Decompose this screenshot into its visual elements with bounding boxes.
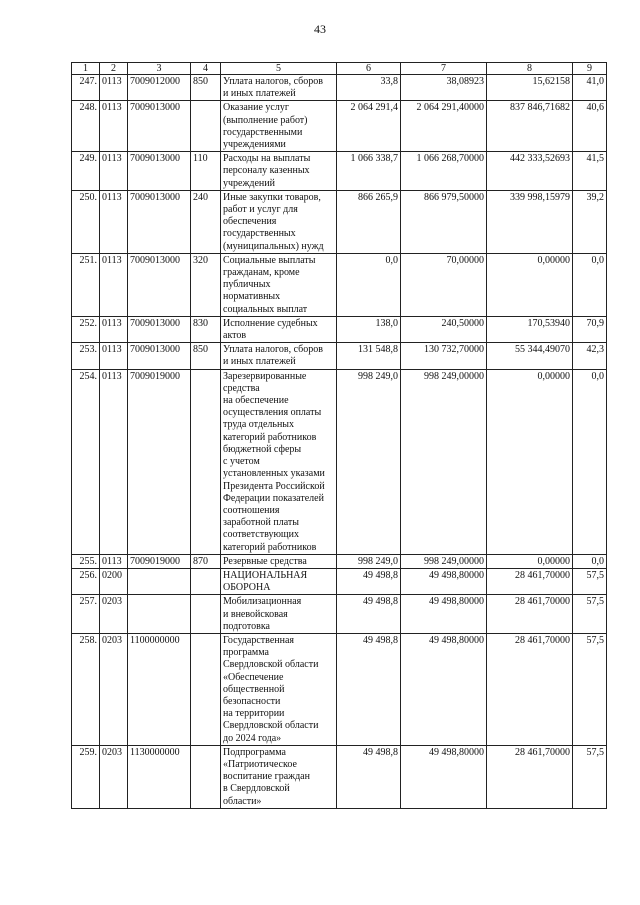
execution-percent-cell: 40,6 bbox=[573, 101, 607, 152]
row-number-cell: 249. bbox=[72, 152, 100, 191]
target-article-cell bbox=[128, 568, 191, 594]
executed-amount-cell: 15,62158 bbox=[487, 75, 573, 101]
execution-percent-cell: 0,0 bbox=[573, 253, 607, 316]
table-row bbox=[72, 316, 607, 342]
executed-amount-cell: 837 846,71682 bbox=[487, 101, 573, 152]
row-number-cell: 250. bbox=[72, 190, 100, 253]
table-row bbox=[72, 745, 607, 808]
expense-type-cell bbox=[191, 633, 221, 745]
expense-type-cell: 240 bbox=[191, 190, 221, 253]
name-cell: Расходы на выплаты персоналу казенных учреждений bbox=[221, 152, 337, 191]
expense-type-cell bbox=[191, 101, 221, 152]
target-article-cell: 7009013000 bbox=[128, 316, 191, 342]
name-cell: Резервные средства bbox=[221, 554, 337, 568]
execution-percent-cell: 57,5 bbox=[573, 745, 607, 808]
expense-type-cell: 320 bbox=[191, 253, 221, 316]
executed-amount-cell: 28 461,70000 bbox=[487, 595, 573, 634]
row-number-cell: 259. bbox=[72, 745, 100, 808]
section-code-cell: 0113 bbox=[100, 343, 128, 369]
expense-type-cell: 870 bbox=[191, 554, 221, 568]
name-cell: Мобилизационная и вневойсковая подготовка bbox=[221, 595, 337, 634]
row-number-cell: 252. bbox=[72, 316, 100, 342]
expense-type-cell bbox=[191, 745, 221, 808]
row-number-cell: 253. bbox=[72, 343, 100, 369]
header-row bbox=[72, 63, 607, 75]
name-cell: Уплата налогов, сборов и иных платежей bbox=[221, 75, 337, 101]
executed-amount-cell: 55 344,49070 bbox=[487, 343, 573, 369]
column-header: 6 bbox=[337, 63, 401, 75]
name-cell: Иные закупки товаров, работ и услуг для обеспечения государственных (муниципальных) нужд bbox=[221, 190, 337, 253]
target-article-cell: 7009012000 bbox=[128, 75, 191, 101]
target-article-cell: 7009019000 bbox=[128, 554, 191, 568]
approved-amount-cell: 2 064 291,4 bbox=[337, 101, 401, 152]
name-cell: Оказание услуг (выполнение работ) государственными учреждениями bbox=[221, 101, 337, 152]
approved-amount-cell: 998 249,0 bbox=[337, 369, 401, 554]
target-article-cell: 7009019000 bbox=[128, 369, 191, 554]
executed-amount-cell: 442 333,52693 bbox=[487, 152, 573, 191]
executed-amount-cell: 339 998,15979 bbox=[487, 190, 573, 253]
revised-amount-cell: 1 066 268,70000 bbox=[401, 152, 487, 191]
section-code-cell: 0113 bbox=[100, 554, 128, 568]
approved-amount-cell: 49 498,8 bbox=[337, 568, 401, 594]
execution-percent-cell: 42,3 bbox=[573, 343, 607, 369]
budget-table bbox=[71, 62, 607, 809]
row-number-cell: 257. bbox=[72, 595, 100, 634]
expense-type-cell: 110 bbox=[191, 152, 221, 191]
approved-amount-cell: 1 066 338,7 bbox=[337, 152, 401, 191]
approved-amount-cell: 49 498,8 bbox=[337, 633, 401, 745]
section-code-cell: 0200 bbox=[100, 568, 128, 594]
column-header: 3 bbox=[128, 63, 191, 75]
approved-amount-cell: 49 498,8 bbox=[337, 745, 401, 808]
revised-amount-cell: 240,50000 bbox=[401, 316, 487, 342]
revised-amount-cell: 49 498,80000 bbox=[401, 595, 487, 634]
row-number-cell: 254. bbox=[72, 369, 100, 554]
target-article-cell: 7009013000 bbox=[128, 152, 191, 191]
section-code-cell: 0113 bbox=[100, 316, 128, 342]
name-cell: Исполнение судебных актов bbox=[221, 316, 337, 342]
revised-amount-cell: 866 979,50000 bbox=[401, 190, 487, 253]
execution-percent-cell: 39,2 bbox=[573, 190, 607, 253]
execution-percent-cell: 41,5 bbox=[573, 152, 607, 191]
row-number-cell: 256. bbox=[72, 568, 100, 594]
target-article-cell: 7009013000 bbox=[128, 343, 191, 369]
name-cell: Уплата налогов, сборов и иных платежей bbox=[221, 343, 337, 369]
approved-amount-cell: 49 498,8 bbox=[337, 595, 401, 634]
table-row bbox=[72, 101, 607, 152]
revised-amount-cell: 38,08923 bbox=[401, 75, 487, 101]
expense-type-cell: 850 bbox=[191, 75, 221, 101]
section-code-cell: 0203 bbox=[100, 633, 128, 745]
column-header: 7 bbox=[401, 63, 487, 75]
row-number-cell: 258. bbox=[72, 633, 100, 745]
revised-amount-cell: 130 732,70000 bbox=[401, 343, 487, 369]
section-code-cell: 0113 bbox=[100, 75, 128, 101]
table-row bbox=[72, 595, 607, 634]
approved-amount-cell: 866 265,9 bbox=[337, 190, 401, 253]
execution-percent-cell: 57,5 bbox=[573, 633, 607, 745]
section-code-cell: 0203 bbox=[100, 595, 128, 634]
executed-amount-cell: 0,00000 bbox=[487, 369, 573, 554]
name-cell: Подпрограмма «Патриотическое воспитание граждан в Свердловской области» bbox=[221, 745, 337, 808]
name-cell: Государственная программа Свердловской области «Обеспечение общественной безопасности на территории Свердловской области до 2024 года» bbox=[221, 633, 337, 745]
approved-amount-cell: 33,8 bbox=[337, 75, 401, 101]
execution-percent-cell: 57,5 bbox=[573, 568, 607, 594]
executed-amount-cell: 28 461,70000 bbox=[487, 633, 573, 745]
revised-amount-cell: 998 249,00000 bbox=[401, 369, 487, 554]
executed-amount-cell: 0,00000 bbox=[487, 253, 573, 316]
approved-amount-cell: 138,0 bbox=[337, 316, 401, 342]
table-row bbox=[72, 343, 607, 369]
table-row bbox=[72, 253, 607, 316]
table-row bbox=[72, 190, 607, 253]
column-header: 5 bbox=[221, 63, 337, 75]
column-header: 1 bbox=[72, 63, 100, 75]
executed-amount-cell: 28 461,70000 bbox=[487, 745, 573, 808]
table-row bbox=[72, 554, 607, 568]
approved-amount-cell: 0,0 bbox=[337, 253, 401, 316]
expense-type-cell: 850 bbox=[191, 343, 221, 369]
section-code-cell: 0113 bbox=[100, 253, 128, 316]
expense-type-cell bbox=[191, 568, 221, 594]
column-header: 2 bbox=[100, 63, 128, 75]
name-cell: НАЦИОНАЛЬНАЯ ОБОРОНА bbox=[221, 568, 337, 594]
execution-percent-cell: 57,5 bbox=[573, 595, 607, 634]
target-article-cell: 7009013000 bbox=[128, 101, 191, 152]
page-number: 43 bbox=[314, 22, 326, 36]
section-code-cell: 0113 bbox=[100, 152, 128, 191]
name-cell: Зарезервированные средства на обеспечение осуществления оплаты труда отдельных категорий работников бюджетной сферы с учетом установленных указами Президента Российской Федерации показателей соотношения заработной платы соответствующих категорий работников bbox=[221, 369, 337, 554]
section-code-cell: 0113 bbox=[100, 101, 128, 152]
table-row bbox=[72, 152, 607, 191]
revised-amount-cell: 49 498,80000 bbox=[401, 745, 487, 808]
target-article-cell: 7009013000 bbox=[128, 190, 191, 253]
revised-amount-cell: 998 249,00000 bbox=[401, 554, 487, 568]
target-article-cell: 7009013000 bbox=[128, 253, 191, 316]
revised-amount-cell: 49 498,80000 bbox=[401, 568, 487, 594]
execution-percent-cell: 41,0 bbox=[573, 75, 607, 101]
executed-amount-cell: 170,53940 bbox=[487, 316, 573, 342]
column-header: 9 bbox=[573, 63, 607, 75]
row-number-cell: 248. bbox=[72, 101, 100, 152]
approved-amount-cell: 998 249,0 bbox=[337, 554, 401, 568]
table-row bbox=[72, 568, 607, 594]
target-article-cell bbox=[128, 595, 191, 634]
expense-type-cell bbox=[191, 369, 221, 554]
name-cell: Социальные выплаты гражданам, кроме публичных нормативных социальных выплат bbox=[221, 253, 337, 316]
execution-percent-cell: 70,9 bbox=[573, 316, 607, 342]
row-number-cell: 255. bbox=[72, 554, 100, 568]
target-article-cell: 1130000000 bbox=[128, 745, 191, 808]
execution-percent-cell: 0,0 bbox=[573, 554, 607, 568]
row-number-cell: 251. bbox=[72, 253, 100, 316]
row-number-cell: 247. bbox=[72, 75, 100, 101]
section-code-cell: 0113 bbox=[100, 369, 128, 554]
table-row bbox=[72, 75, 607, 101]
column-header: 4 bbox=[191, 63, 221, 75]
executed-amount-cell: 28 461,70000 bbox=[487, 568, 573, 594]
table-row bbox=[72, 369, 607, 554]
executed-amount-cell: 0,00000 bbox=[487, 554, 573, 568]
section-code-cell: 0203 bbox=[100, 745, 128, 808]
revised-amount-cell: 70,00000 bbox=[401, 253, 487, 316]
approved-amount-cell: 131 548,8 bbox=[337, 343, 401, 369]
expense-type-cell bbox=[191, 595, 221, 634]
section-code-cell: 0113 bbox=[100, 190, 128, 253]
column-header: 8 bbox=[487, 63, 573, 75]
execution-percent-cell: 0,0 bbox=[573, 369, 607, 554]
expense-type-cell: 830 bbox=[191, 316, 221, 342]
revised-amount-cell: 2 064 291,40000 bbox=[401, 101, 487, 152]
target-article-cell: 1100000000 bbox=[128, 633, 191, 745]
revised-amount-cell: 49 498,80000 bbox=[401, 633, 487, 745]
table-row bbox=[72, 633, 607, 745]
